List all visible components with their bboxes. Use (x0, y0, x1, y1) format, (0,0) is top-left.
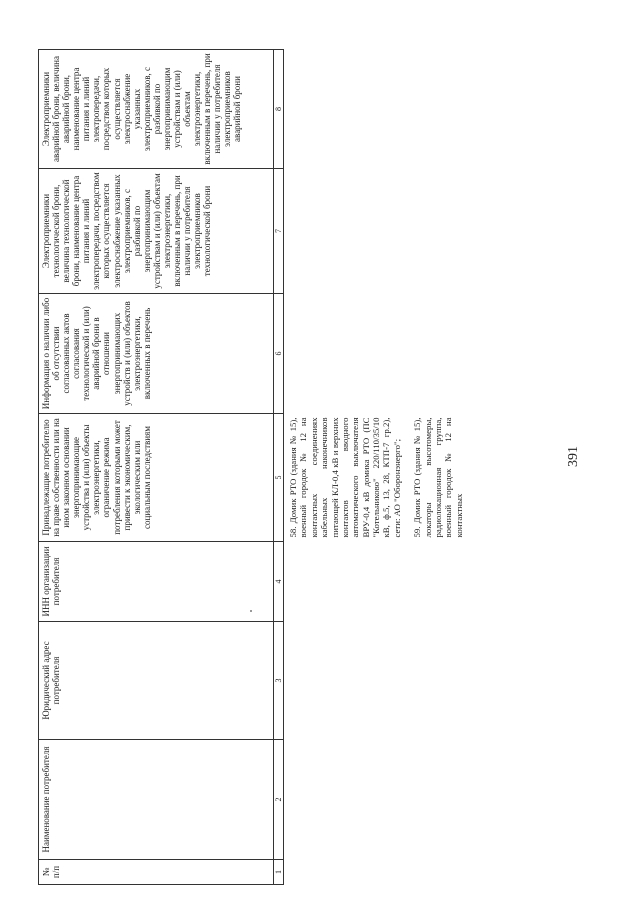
column-number-row (274, 50, 284, 885)
header-cell: ИНН организации потребителя (39, 542, 274, 622)
column-number: 6 (274, 294, 284, 414)
table-header-row (39, 50, 274, 885)
header-cell: Информация о наличии либо об отсутствии согласованных актов согласования технологической и (или) аварийной брони в отношении энергопринимающих устройств и (или) объектов электроэнергетики, включенных в перечень (39, 294, 274, 414)
page-number: 391 (566, 446, 581, 467)
table-body-row (284, 50, 475, 885)
column-number: 2 (274, 740, 284, 860)
header-cell: Принадлежащие потребителю на праве собственности или на ином законном основании энергопринимающие устройства и (или) объекты электроэнергетики, ограничение режима потребления которыми может привести к экономическим, экологическим или социальным последствиям (39, 414, 274, 542)
column-number: 8 (274, 50, 284, 169)
scan-artifact (250, 610, 252, 612)
consumer-table (38, 49, 474, 885)
column-number: 3 (274, 622, 284, 740)
list-item: 59. Домик РТО (здания № 15), локаторы высотомеры, радиолокационная группа, военный городок № 12 на контактных (412, 417, 464, 538)
column-number: 1 (274, 860, 284, 885)
header-cell: Юридический адрес потребителя (39, 622, 274, 740)
entry-cell (284, 414, 475, 542)
column-number: 7 (274, 169, 284, 294)
column-number: 4 (274, 542, 284, 622)
header-cell: Электроприемники технологической брони, величина технологической брони, наименование центра питания и линий электропередачи, посредством которых осуществляется электроснабжение указанных электроприемников, с разбивкой по энергопринимающим устройствам и (или) объектам электроэнергетики, включенным в перечень, при наличии у потребителя электроприемников технологической брони (39, 169, 274, 294)
header-cell: Наименование потребителя (39, 740, 274, 860)
header-cell: Электроприемники аварийной брони, величина аварийной брони, наименование центра питания и линий электропередачи, посредством которых осуществляется электроснабжение указанных электроприемников, с разбивкой по энергопринимающим устройствам и (или) объектам электроэнергетики, включенным в перечень, при наличии у потребителя электроприемников аварийной брони (39, 50, 274, 169)
header-cell: № п/п (39, 860, 274, 885)
list-item: 58. Домик РТО (здания № 15), военный городок № 12 на контактных соединениях кабельных наконечников питающей КЛ-0,4 кВ и верхних контактов вводного автоматического выключателя ВРУ-0,4 кВ домика РТО (ПС "Котельниково" 220/110/35/10 кВ, ф.5, 13, 28, КТП-7 гр.2), сети: АО "Оборонэнерго"; (288, 417, 402, 538)
column-number: 5 (274, 414, 284, 542)
